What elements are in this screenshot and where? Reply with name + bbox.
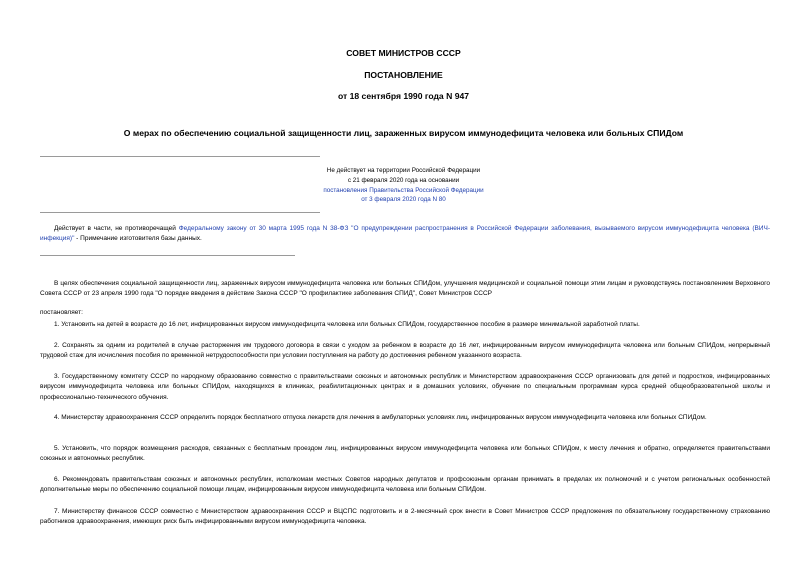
resolves-label: постановляет: xyxy=(40,309,83,316)
list-item: 3. Государственному комитету СССР по народному образованию совместно с правительствами союзных и автономных республик и Министерством здравоохранения СССР организовать для детей и подростков, инфицированных вирусом иммунодефицита человека или больных СПИДом, находящихся в клиниках, реабилитационных центрах и в домашних условиях, обучение по специальным программам курса средней общеобразовательной школы и профессионально-технического обучения. xyxy=(40,373,770,401)
notice-block xyxy=(0,166,807,205)
notice-line-1: Не действует на территории Российской Федерации xyxy=(326,167,481,174)
notice-link-2[interactable]: от 3 февраля 2020 года N 80 xyxy=(361,196,446,204)
notice-line-2: с 21 февраля 2020 года на основании xyxy=(347,176,460,184)
divider-notice xyxy=(40,212,320,213)
divider-note xyxy=(40,255,295,256)
list-item: 1. Установить на детей в возрасте до 16 лет, инфицированных вирусом иммунодефицита человека или больных СПИДом, государственное пособие в размере минимальной заработной платы. xyxy=(54,321,640,328)
list-item: 5. Установить, что порядок возмещения расходов, связанных с бесплатным проездом лиц, инфицированных вирусом иммунодефицита человека или больных СПИДом, к месту лечения и обратно, определяется правительствами союзных и автономных республик. xyxy=(40,445,770,463)
list-item: 2. Сохранять за одним из родителей в случае расторжения им трудового договора в связи с уходом за ребенком в возрасте до 16 лет, инфицированным вирусом иммунодефицита человека или больным СПИДом, непрерывный трудовой стаж для исчисления пособия по временной нетрудоспособности при условии поступления на работу до достижения ребенком указанного возраста. xyxy=(40,342,770,360)
note-suffix: - Примечание изготовителя базы данных. xyxy=(74,235,202,243)
list-item: 7. Министерству финансов СССР совместно с Министерством здравоохранения СССР и ВЦСПС подготовить и в 2-месячный срок внести в Совет Министров СССР предложения по обязательному государственному страхованию работников здравоохранения, имеющих риск быть инфицированными вирусом иммунодефицита человека. xyxy=(40,508,770,526)
document-type: ПОСТАНОВЛЕНИЕ xyxy=(364,70,443,80)
list-item: 6. Рекомендовать правительствам союзных и автономных республик, исполкомам местных Советов народных депутатов и профсоюзным органам принимать в пределах их полномочий и с учетом региональных особенностей дополнительные меры по обеспечению социальной помощи лицам, инфицированным вирусом иммунодефицита человека или больным СПИДом. xyxy=(40,476,770,494)
preamble: В целях обеспечения социальной защищенности лиц, зараженных вирусом иммунодефицита человека или больных СПИДом, улучшения медицинской и социальной помощи этим лицам и руководствуясь постановлением Верховного Совета СССР от 23 апреля 1990 года "О порядке введения в действие Закона СССР "О профилактике заболевания СПИД", Совет Министров СССР xyxy=(40,280,770,298)
issuer-title: СОВЕТ МИНИСТРОВ СССР xyxy=(346,48,461,58)
federal-law-link[interactable]: Федеральному закону от 30 марта 1995 года N 38-ФЗ "О предупреждении распространения в Российской Федерации заболевания, вызываемого вирусом иммунодефицита человека (ВИЧ-инфекция)" xyxy=(40,225,770,243)
list-item: 4. Министерству здравоохранения СССР определить порядок бесплатного отпуска лекарств для лечения в амбулаторных условиях лиц, инфицированных вирусом иммунодефицита человека или больных СПИДом. xyxy=(54,414,707,421)
document-title: О мерах по обеспечению социальной защищенности лиц, зараженных вирусом иммунодефицита человека или больных СПИДом xyxy=(123,128,684,138)
editor-note xyxy=(40,224,770,245)
document-date: от 18 сентября 1990 года N 947 xyxy=(337,91,470,101)
divider-top xyxy=(40,156,320,157)
note-prefix: Действует в части, не противоречащей xyxy=(54,225,179,232)
notice-link-1[interactable]: постановления Правительства Российской Федерации xyxy=(323,186,484,194)
